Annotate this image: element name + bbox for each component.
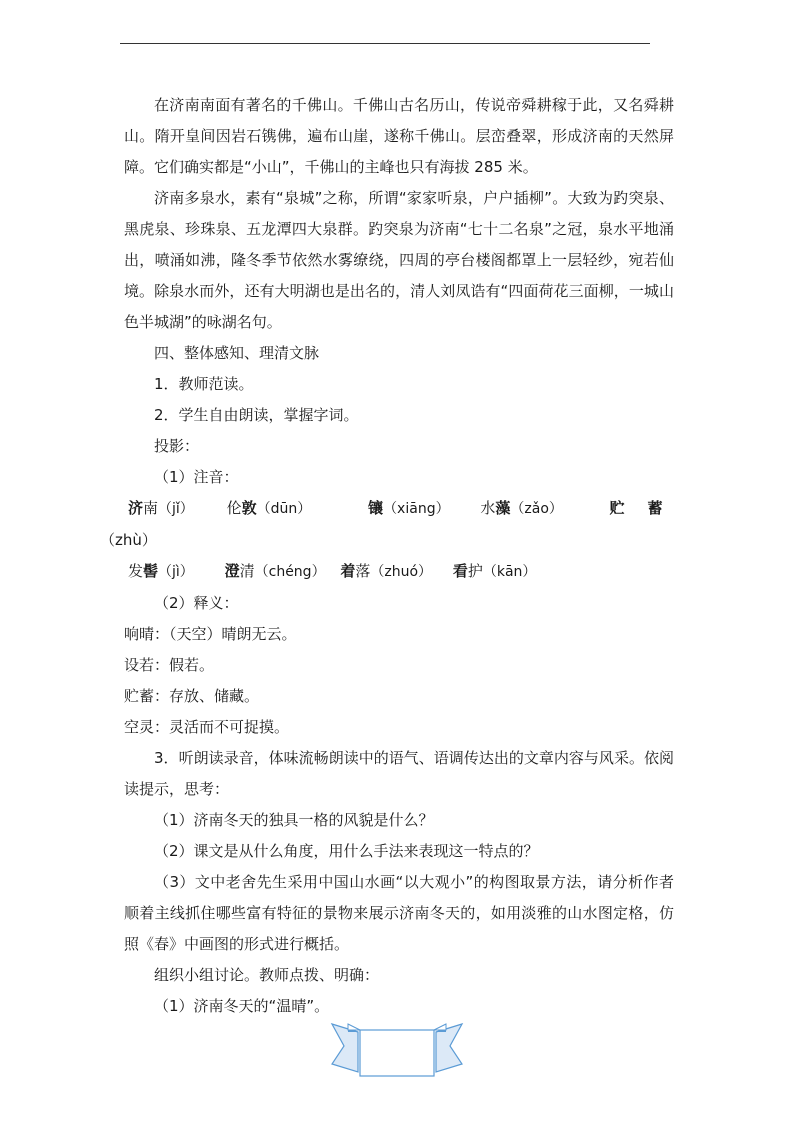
document-body xyxy=(100,90,674,1022)
pinyin-item: 镶（xiāng） xyxy=(368,499,450,517)
projection-label: 投影： xyxy=(154,437,200,455)
definition-item: 贮蓄：存放、储藏。 xyxy=(124,687,260,705)
pinyin-item: 看护（kān） xyxy=(452,562,537,580)
pronunciation-heading: （1）注音： xyxy=(154,468,239,486)
header-rule xyxy=(120,43,650,44)
pinyin-item: 济南（jǐ） xyxy=(128,499,194,517)
question-2: （2）课文是从什么角度，用什么手法来表现这一特点的？ xyxy=(154,842,539,860)
footer-ribbon-decoration xyxy=(328,1018,466,1078)
pinyin-row-1-continuation: （zhù） xyxy=(100,531,157,549)
paragraph-qianfoshan: 在济南南面有著名的千佛山。千佛山古名历山，传说帝舜耕稼于此，又名舜耕山。隋开皇间因岩石镌佛，遍布山崖，遂称千佛山。层峦叠翠，形成济南的天然屏障。它们确实都是“小山”，千佛山的主峰也只有海拔 285 米。 xyxy=(124,96,674,176)
pinyin-item: 蓄 xyxy=(647,499,663,517)
pinyin-item: 发髻（jì） xyxy=(128,562,194,580)
pinyin-item: 贮 xyxy=(609,499,625,517)
definition-item: 设若：假若。 xyxy=(124,656,215,674)
pinyin-row-1 xyxy=(124,493,674,525)
step-1: 1．教师范读。 xyxy=(154,375,254,393)
pinyin-row-2 xyxy=(124,556,674,588)
definition-item: 响晴：（天空）晴朗无云。 xyxy=(124,625,297,643)
pinyin-item: 伦敦（dūn） xyxy=(226,499,312,517)
section-heading: 四、整体感知、理清文脉 xyxy=(154,344,320,362)
pinyin-item: 着落（zhuó） xyxy=(340,562,433,580)
pinyin-item: 水藻（zǎo） xyxy=(480,499,563,517)
answer-1: （1）济南冬天的“温晴”。 xyxy=(154,997,330,1015)
step-3: 3．听朗读录音，体味流畅朗读中的语气、语调传达出的文章内容与风采。依阅读提示，思考： xyxy=(124,749,674,798)
paragraph-springs: 济南多泉水，素有“泉城”之称，所谓“家家听泉，户户插柳”。大致为趵突泉、黑虎泉、珍珠泉、五龙潭四大泉群。趵突泉为济南“七十二名泉”之冠，泉水平地涌出，喷涌如沸，隆冬季节依然水雾缭绕，四周的亭台楼阁都罩上一层轻纱，宛若仙境。除泉水而外，还有大明湖也是出名的，清人刘凤诰有“四面荷花三面柳，一城山色半城湖”的咏湖名句。 xyxy=(124,189,674,331)
definition-heading: （2）释义： xyxy=(154,594,239,612)
discussion-instruction: 组织小组讨论。教师点拨、明确： xyxy=(154,966,380,984)
definition-item: 空灵：灵活而不可捉摸。 xyxy=(124,718,290,736)
question-3: （3）文中老舍先生采用中国山水画“以大观小”的构图取景方法，请分析作者顺着主线抓住哪些富有特征的景物来展示济南冬天的，如用淡雅的山水图定格，仿照《春》中画图的形式进行概括。 xyxy=(124,873,674,953)
step-2: 2．学生自由朗读，掌握字词。 xyxy=(154,406,359,424)
pinyin-item: 澄清（chéng） xyxy=(224,562,326,580)
question-1: （1）济南冬天的独具一格的风貌是什么？ xyxy=(154,811,434,829)
